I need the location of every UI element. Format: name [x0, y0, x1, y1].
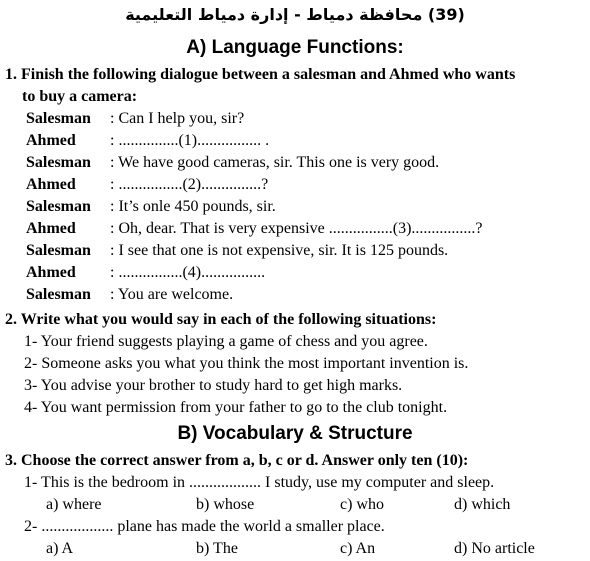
dialogue-line [26, 154, 439, 174]
section-b-title: B) Vocabulary & Structure [177, 423, 413, 444]
dialogue-line [26, 286, 233, 306]
speaker-label: Ahmed [26, 132, 76, 149]
dialogue-text: : ................(2)...............? [110, 176, 269, 193]
speaker-label: Salesman [26, 242, 91, 259]
speaker-label: Salesman [26, 198, 91, 215]
option-c: c) An [340, 540, 376, 557]
dialogue-text: : Oh, dear. That is very expensive ................(3)................? [110, 220, 483, 237]
section-a-title: A) Language Functions: [186, 37, 404, 58]
situation-item: 4- You want permission from your father to go to the club tonight. [24, 399, 448, 416]
situation-item: 1- Your friend suggests playing a game of chess and you agree. [24, 333, 428, 350]
question-2-text: 2. Write what you would say in each of the following situations: [5, 311, 437, 328]
dialogue-line [26, 242, 448, 262]
dialogue-line [26, 264, 265, 284]
dialogue-text: : ................(4)................ [110, 264, 266, 281]
dialogue-line [26, 220, 483, 240]
situation-item: 2- Someone asks you what you think the most important invention is. [24, 355, 469, 372]
option-d: d) which [454, 496, 511, 513]
mcq-stem: 1- This is the bedroom in .................. I study, use my computer and sleep. [24, 474, 495, 491]
mcq-stem: 2- .................. plane has made the world a smaller place. [24, 518, 385, 535]
question-1-text-cont: to buy a camera: [22, 88, 138, 105]
dialogue-text: : You are welcome. [110, 286, 234, 303]
dialogue-line [26, 198, 276, 218]
speaker-label: Ahmed [26, 176, 76, 193]
dialogue-text: : ...............(1)................ . [110, 132, 270, 149]
dialogue-text: : We have good cameras, sir. This one is very good. [110, 154, 440, 171]
dialogue-line [26, 176, 268, 196]
situation-item: 3- You advise your brother to study hard to get high marks. [24, 377, 403, 394]
option-a: a) where [46, 496, 102, 513]
option-d: d) No article [454, 540, 535, 557]
speaker-label: Ahmed [26, 220, 76, 237]
speaker-label: Salesman [26, 286, 91, 303]
dialogue-line [26, 132, 269, 152]
speaker-label: Salesman [26, 110, 91, 127]
dialogue-text: : I see that one is not expensive, sir. It is 125 pounds. [110, 242, 449, 259]
option-a: a) A [46, 540, 74, 557]
speaker-label: Salesman [26, 154, 91, 171]
option-c: c) who [340, 496, 384, 513]
page-header: (39) محافظة دمياط - إدارة دمياط التعليمية [125, 5, 465, 24]
option-b: b) whose [196, 496, 255, 513]
speaker-label: Ahmed [26, 264, 76, 281]
question-1-text: 1. Finish the following dialogue between a salesman and Ahmed who wants [5, 66, 516, 83]
option-b: b) The [196, 540, 238, 557]
dialogue-text: : It’s onle 450 pounds, sir. [110, 198, 276, 215]
question-3-text: 3. Choose the correct answer from a, b, c or d. Answer only ten (10): [5, 452, 469, 469]
dialogue-text: : Can I help you, sir? [110, 110, 245, 127]
dialogue-line [26, 110, 244, 130]
